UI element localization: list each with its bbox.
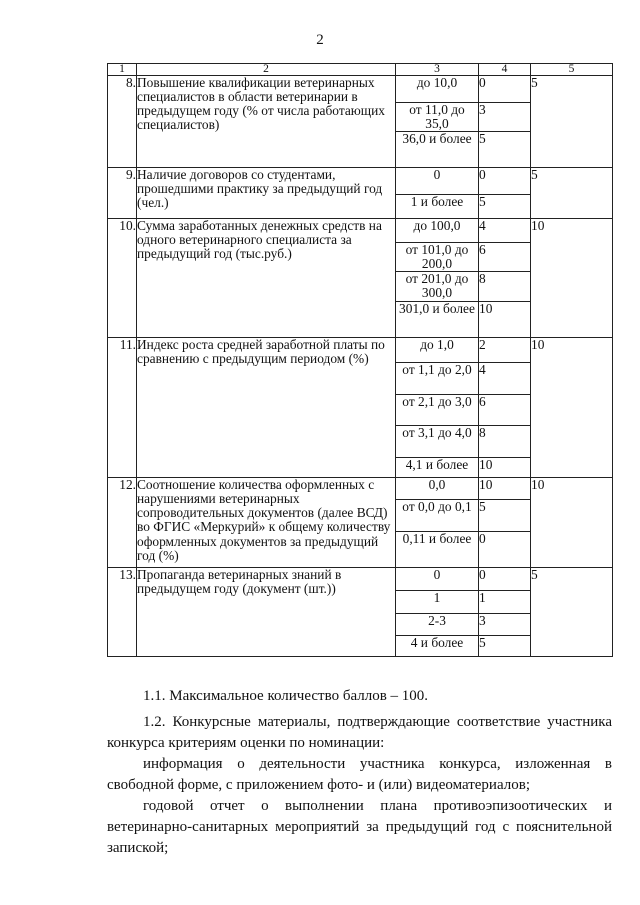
table-row	[108, 568, 613, 591]
table-row	[108, 219, 613, 243]
header-cell-4: 4	[479, 64, 531, 76]
paragraph-max-score: 1.1. Максимальное количество баллов – 100.	[143, 688, 429, 704]
criterion-range: 2-3	[396, 614, 479, 636]
criterion-range: от 1,1 до 2,0	[396, 363, 479, 395]
criterion-range: от 101,0 до 200,0	[396, 243, 479, 272]
criterion-range: от 11,0 до 35,0	[396, 103, 479, 132]
criterion-points: 3	[479, 103, 531, 132]
criterion-range: от 2,1 до 3,0	[396, 395, 479, 426]
criterion-points: 2	[479, 338, 531, 363]
criterion-points: 10	[479, 458, 531, 478]
criterion-range: до 100,0	[396, 219, 479, 243]
criterion-points: 10	[479, 302, 531, 338]
criterion-name: Наличие договоров со студентами, прошедшими практику за предыдущий год (чел.)	[137, 168, 396, 219]
criterion-points: 0	[479, 532, 531, 568]
criterion-points: 5	[479, 132, 531, 168]
criterion-range: 1	[396, 591, 479, 614]
header-cell-3: 3	[396, 64, 479, 76]
criterion-points: 3	[479, 614, 531, 636]
max-points: 10	[531, 219, 613, 338]
criterion-points: 0	[479, 76, 531, 103]
paragraph-materials: 1.2. Конкурсные материалы, подтверждающие соответствие участника конкурса критериям оценки по номинации:	[107, 714, 612, 751]
criterion-points: 8	[479, 426, 531, 458]
criterion-points: 1	[479, 591, 531, 614]
criterion-points: 5	[479, 500, 531, 532]
row-number: 8.	[108, 76, 137, 168]
criterion-name: Пропаганда ветеринарных знаний в предыдущем году (документ (шт.))	[137, 568, 396, 657]
criterion-points: 6	[479, 243, 531, 272]
max-points: 5	[531, 568, 613, 657]
row-number: 9.	[108, 168, 137, 219]
criterion-range: от 3,1 до 4,0	[396, 426, 479, 458]
row-number: 12.	[108, 478, 137, 568]
paragraph-report: годовой отчет о выполнении плана противоэпизоотических и ветеринарно-санитарных мероприятий за предыдущий год с пояснительной запиской;	[107, 798, 612, 856]
criterion-range: 4,1 и более	[396, 458, 479, 478]
page-number: 2	[316, 32, 324, 48]
row-number: 13.	[108, 568, 137, 657]
criterion-range: 36,0 и более	[396, 132, 479, 168]
criterion-range: 0,0	[396, 478, 479, 500]
criterion-range: 0,11 и более	[396, 532, 479, 568]
criterion-range: 1 и более	[396, 195, 479, 219]
criterion-points: 10	[479, 478, 531, 500]
criterion-points: 5	[479, 636, 531, 657]
criterion-range: 0	[396, 568, 479, 591]
row-number: 11.	[108, 338, 137, 478]
paragraph-info: информация о деятельности участника конкурса, изложенная в свободной форме, с приложением фото- и (или) видеоматериалов;	[107, 756, 612, 793]
header-cell-2: 2	[137, 64, 396, 76]
criterion-name: Соотношение количества оформленных с нарушениями ветеринарных сопроводительных документов (далее ВСД) во ФГИС «Меркурий» к общему количеству оформленных документов за предыдущий год (%)	[137, 478, 396, 568]
table-row	[108, 76, 613, 103]
criterion-name: Сумма заработанных денежных средств на одного ветеринарного специалиста за предыдущий год (тыс.руб.)	[137, 219, 396, 338]
criterion-range: от 0,0 до 0,1	[396, 500, 479, 532]
criterion-name: Повышение квалификации ветеринарных специалистов в области ветеринарии в предыдущем году (% от числа работающих специалистов)	[137, 76, 396, 168]
header-cell-1: 1	[108, 64, 137, 76]
criterion-range: 4 и более	[396, 636, 479, 657]
criterion-range: 0	[396, 168, 479, 195]
criterion-points: 8	[479, 272, 531, 302]
criterion-points: 4	[479, 219, 531, 243]
criterion-points: 4	[479, 363, 531, 395]
criterion-name: Индекс роста средней заработной платы по сравнению с предыдущим периодом (%)	[137, 338, 396, 478]
criterion-range: 301,0 и более	[396, 302, 479, 338]
table-row	[108, 168, 613, 195]
row-number: 10.	[108, 219, 137, 338]
max-points: 5	[531, 76, 613, 168]
max-points: 5	[531, 168, 613, 219]
criterion-points: 6	[479, 395, 531, 426]
criterion-range: до 10,0	[396, 76, 479, 103]
max-points: 10	[531, 338, 613, 478]
table-header-row	[108, 64, 613, 76]
criterion-range: до 1,0	[396, 338, 479, 363]
criteria-table	[107, 63, 613, 657]
criterion-points: 0	[479, 568, 531, 591]
table-row	[108, 338, 613, 363]
table-row	[108, 478, 613, 500]
criterion-points: 5	[479, 195, 531, 219]
criterion-points: 0	[479, 168, 531, 195]
header-cell-5: 5	[531, 64, 613, 76]
criterion-range: от 201,0 до 300,0	[396, 272, 479, 302]
max-points: 10	[531, 478, 613, 568]
